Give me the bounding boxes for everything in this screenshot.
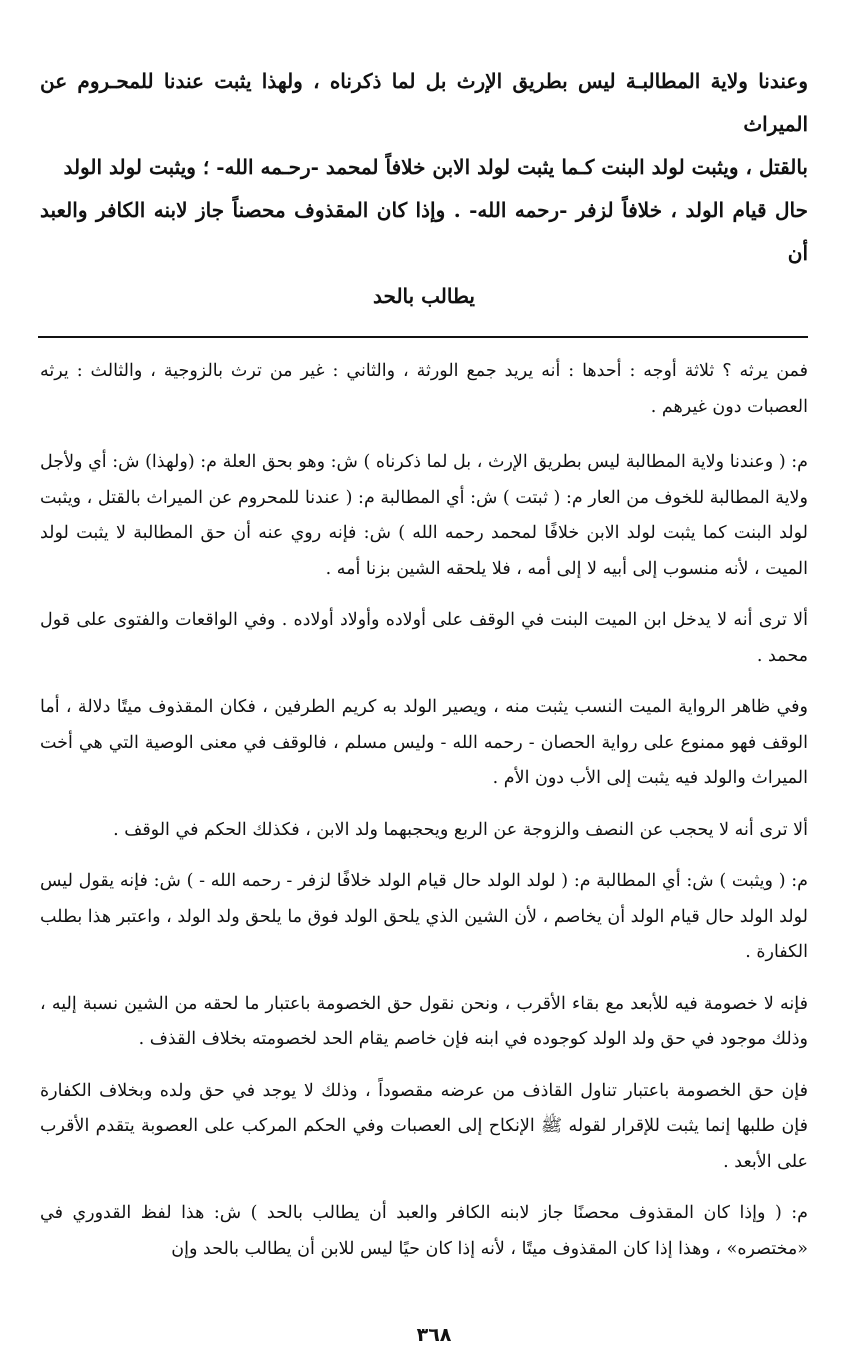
- commentary-paragraph: م: ( وعندنا ولاية المطالبة ليس بطريق الإرث ، بل لما ذكرناه ) ش: وهو بحق العلة م: (ولهذا) ش: أي ولأجل ولاية المطالبة للخوف من العار م: ( ثبتت ) ش: أي المطالبة م: ( عندنا للمحروم عن الميراث بالقتل ، ويثبت لولد البنت كما يثبت لولد الابن خلافًا لمحمد رحمه الله ) ش: فإنه روي عنه أن حق المطالبة لا يثبت لولد الميت ، لأنه منسوب إلى أبيه لا إلى أمه ، فلا يلحقه الشين بزنا أمه .: [40, 452, 808, 579]
- commentary-paragraph: م: ( وإذا كان المقذوف محصنًا جاز لابنه الكافر والعبد أن يطالب بالحد ) ش: هذا لفظ القدوري في «مختصره» ، وهذا إذا كان المقذوف ميتًا ، لأنه إذا كان حيًا ليس للابن أن يطالب بالحد وإن: [40, 1203, 808, 1259]
- commentary-paragraph: فإن حق الخصومة باعتبار تناول القاذف من عرضه مقصوداً ، وذلك لا يوجد في حق ولده وبخلاف الكفارة فإن طلبها إنما يثبت للإقرار لقوله ﷺ الإنكاح إلى العصبات وفي الحكم المركب على العصوبة يتقدم الأقرب على الأبعد .: [40, 1080, 808, 1172]
- commentary-paragraph: وفي ظاهر الرواية الميت النسب يثبت منه ، ويصير الولد به كريم الطرفين ، فكان المقذوف ميتًا دلالة ، أما الوقف فهو ممنوع على رواية الحصان - رحمه الله - وليس مسلم ، فالوقف في معنى الوصية التي هي أخت الميراث والولد فيه يثبت إلى الأب دون الأم .: [40, 697, 808, 788]
- commentary-paragraph: فمن يرثه ؟ ثلاثة أوجه : أحدها : أنه يريد جمع الورثة ، والثاني : غير من ترث بالزوجية ، والثالث : يرثه العصبات دون غيرهم .: [40, 361, 808, 417]
- main-text-line: وعندنا ولاية المطالبـة ليس بطريق الإرث بل لما ذكرناه ، ولهذا يثبت عندنا للمحـروم عن الميراث: [40, 69, 808, 136]
- page-number: ٣٦٨: [416, 1324, 452, 1346]
- main-text-line: حال قيام الولد ، خلافاً لزفر -رحمه الله- . وإذا كان المقذوف محصناً جاز لابنه الكافر والعبد أن: [40, 198, 808, 265]
- commentary-paragraph: م: ( ويثبت ) ش: أي المطالبة م: ( لولد الولد حال قيام الولد خلافًا لزفر - رحمه الله - ) ش: فإنه يقول ليس لولد الولد حال قيام الولد أن يخاصم ، لأن الشين الذي يلحق الولد فوق ما يلحق ولد الولد ، واعتبر هذا بطلب الكفارة .: [40, 871, 808, 962]
- main-text-last-line: يطالب بالحد: [373, 284, 475, 308]
- main-text-line: بالقتل ، ويثبت لولد البنت كـما يثبت لولد الابن خلافاً لمحمد -رحـمه الله- ؛ ويثبت لولد الولد: [63, 155, 808, 179]
- commentary-paragraph: ألا ترى أنه لا يحجب عن النصف والزوجة عن الربع ويحجبهما ولد الابن ، فكذلك الحكم في الوقف .: [113, 819, 808, 840]
- main-text: [40, 60, 808, 275]
- commentary-paragraph: فإنه لا خصومة فيه للأبعد مع بقاء الأقرب ، ونحن نقول حق الخصومة باعتبار ما لحقه من الشين نسبة إليه ، وذلك موجود في حق ولد الولد كوجوده في ابنه فإن خاصم يقام الحد لخصومته بخلاف القذف .: [40, 993, 808, 1049]
- commentary-paragraph: ألا ترى أنه لا يدخل ابن الميت البنت في الوقف على أولاده وأولاد أولاده . وفي الواقعات والفتوى على قول محمد .: [40, 610, 808, 666]
- book-page: [40, 60, 808, 1267]
